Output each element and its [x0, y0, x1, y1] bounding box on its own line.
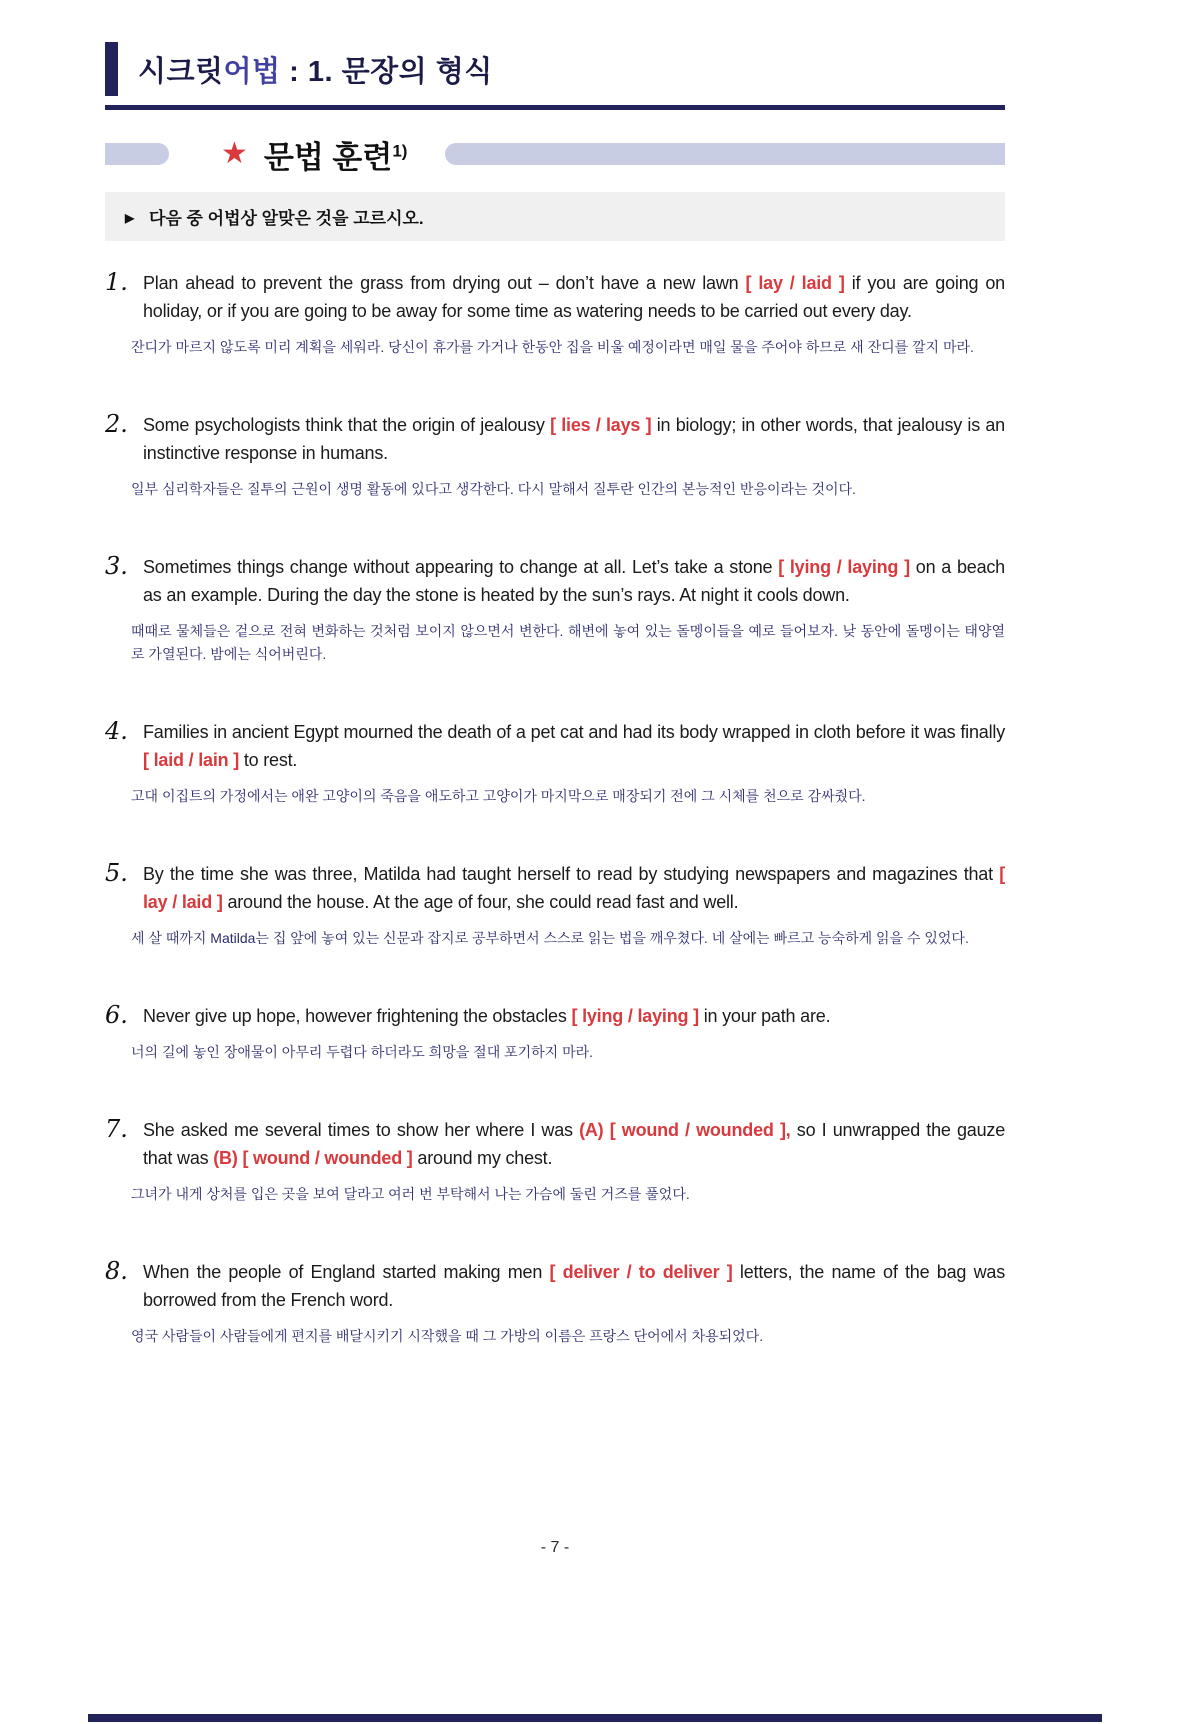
sentence-text: When the people of England started making men — [143, 1262, 550, 1282]
question-item — [105, 1116, 1005, 1206]
question-english — [143, 860, 1005, 916]
sentence-text: if you are going on holiday, or if you are going to be away for some time as watering needs to be carried out every day. — [143, 273, 1005, 321]
question-number: 5. — [105, 859, 128, 887]
sentence-text: By the time she was three, Matilda had taught herself to read by studying newspapers and magazines that — [143, 864, 1000, 884]
question-number: 8. — [105, 1257, 128, 1285]
sentence-text: Some psychologists think that the origin of jealousy — [143, 415, 551, 435]
page-header — [105, 42, 1005, 96]
answer-choice: [ lay / laid ] — [143, 864, 1005, 912]
question-english — [143, 1002, 1005, 1030]
band-left-segment — [105, 143, 169, 165]
answer-choice: [ lying / laying ] — [571, 1006, 699, 1026]
section-title-superscript: 1) — [392, 141, 408, 161]
title-grammar: 어법 — [223, 55, 281, 88]
question-body — [131, 411, 1005, 501]
page-content — [0, 42, 1190, 1348]
sentence-text: letters, the name of the bag was borrowed from the French word. — [143, 1262, 1005, 1310]
title-secret: 시크릿 — [138, 55, 224, 88]
header-accent-bar — [105, 42, 118, 96]
sentence-text: Sometimes things change without appearing to change at all. Let’s take a stone — [143, 557, 779, 577]
question-translation: 그녀가 내게 상처를 입은 곳을 보여 달라고 여러 번 부탁해서 나는 가슴에 둘린 거즈를 풀었다. — [131, 1186, 690, 1202]
answer-choice: [ lay / laid ] — [745, 273, 845, 293]
sentence-text: around the house. At the age of four, she could read fast and well. — [222, 892, 739, 912]
sentence-text: on a beach as an example. During the day the stone is heated by the sun’s rays. At night it cools down. — [143, 557, 1005, 605]
question-english — [143, 411, 1005, 467]
questions-list — [105, 269, 1005, 1348]
sentence-text: to rest. — [239, 750, 298, 770]
question-number: 1. — [105, 268, 128, 296]
question-english — [143, 269, 1005, 325]
sentence-text: around my chest. — [412, 1148, 553, 1168]
question-english — [143, 1116, 1005, 1172]
question-translation: 잔디가 마르지 않도록 미리 계획을 세워라. 당신이 휴가를 가거나 한동안 집을 비울 예정이라면 매일 물을 주어야 하므로 새 잔디를 깔지 마라. — [131, 339, 974, 355]
answer-choice: (B) [ wound / wounded ] — [213, 1148, 413, 1168]
question-translation: 세 살 때까지 Matilda는 집 앞에 놓여 있는 신문과 잡지로 공부하면서 스스로 읽는 법을 깨우쳤다. 네 살에는 빠르고 능숙하게 읽을 수 있었다. — [131, 930, 969, 946]
page-title — [138, 49, 493, 90]
question-item — [105, 1258, 1005, 1348]
question-body — [131, 1116, 1006, 1206]
question-number: 7. — [105, 1115, 128, 1143]
sentence-text: Never give up hope, however frightening the obstacles — [143, 1006, 572, 1026]
question-item — [105, 553, 1005, 666]
question-body — [131, 269, 1005, 359]
instruction-text: 다음 중 어법상 알맞은 것을 고르시오. — [148, 209, 424, 228]
question-translation: 너의 길에 놓인 장애물이 아무리 두렵다 하더라도 희망을 절대 포기하지 마라. — [131, 1044, 594, 1060]
section-header — [105, 134, 1005, 174]
instruction-box — [105, 192, 1005, 241]
section-title — [264, 132, 408, 177]
sentence-text: She asked me several times to show her where I was — [143, 1120, 580, 1140]
triangle-marker-icon: ▶ — [125, 211, 135, 225]
answer-choice: [ lies / lays ] — [550, 415, 652, 435]
question-body — [131, 553, 1005, 666]
question-number: 2. — [105, 410, 128, 438]
star-icon: ★ — [221, 137, 248, 170]
question-translation: 고대 이집트의 가정에서는 애완 고양이의 죽음을 애도하고 고양이가 마지막으로 매장되기 전에 그 시체를 천으로 감싸줬다. — [131, 788, 866, 804]
question-translation: 때때로 물체들은 겉으로 전혀 변화하는 것처럼 보이지 않으면서 변한다. 해변에 놓여 있는 돌멩이들을 예로 들어보자. 낮 동안에 돌멩이는 태양열로 가열된다. 밤에는 식어버린다. — [131, 623, 1005, 662]
question-english — [143, 553, 1005, 609]
sentence-text: Plan ahead to prevent the grass from drying out – don’t have a new lawn — [143, 273, 746, 293]
question-translation: 일부 심리학자들은 질투의 근원이 생명 활동에 있다고 생각한다. 다시 말해서 질투란 인간의 본능적인 반응이라는 것이다. — [131, 481, 856, 497]
question-item — [105, 411, 1005, 501]
question-item — [105, 718, 1005, 808]
question-number: 4. — [105, 717, 128, 745]
question-body — [131, 860, 1005, 950]
answer-choice: [ lying / laying ] — [778, 557, 910, 577]
bottom-border-bar — [88, 1714, 1102, 1722]
question-english — [143, 718, 1005, 774]
question-number: 6. — [105, 1001, 128, 1029]
question-english — [143, 1258, 1005, 1314]
section-title-text: 문법 훈련 — [263, 139, 393, 175]
question-body — [131, 1002, 1005, 1064]
title-rest: : 1. 문장의 형식 — [280, 55, 493, 88]
page-number: - 7 - — [540, 1539, 570, 1556]
question-item — [105, 269, 1005, 359]
header-divider — [105, 105, 1005, 110]
question-body — [131, 718, 1005, 808]
worksheet-page — [0, 42, 1190, 1724]
question-body — [131, 1258, 1005, 1348]
sentence-text: in biology; in other words, that jealousy is an instinctive response in humans. — [143, 415, 1005, 463]
answer-choice: [ deliver / to deliver ] — [549, 1262, 733, 1282]
question-number: 3. — [105, 552, 128, 580]
sentence-text: Families in ancient Egypt mourned the death of a pet cat and had its body wrapped in cloth before it was finally — [143, 722, 1005, 742]
answer-choice: (A) [ wound / wounded ], — [579, 1120, 791, 1140]
question-translation: 영국 사람들이 사람들에게 편지를 배달시키기 시작했을 때 그 가방의 이름은 프랑스 단어에서 차용되었다. — [131, 1328, 764, 1344]
sentence-text: in your path are. — [698, 1006, 831, 1026]
answer-choice: [ laid / lain ] — [143, 750, 240, 770]
question-item — [105, 1002, 1005, 1064]
question-item — [105, 860, 1005, 950]
band-right-segment — [445, 143, 1005, 165]
sentence-text: so I unwrapped the gauze that was — [143, 1120, 1006, 1168]
